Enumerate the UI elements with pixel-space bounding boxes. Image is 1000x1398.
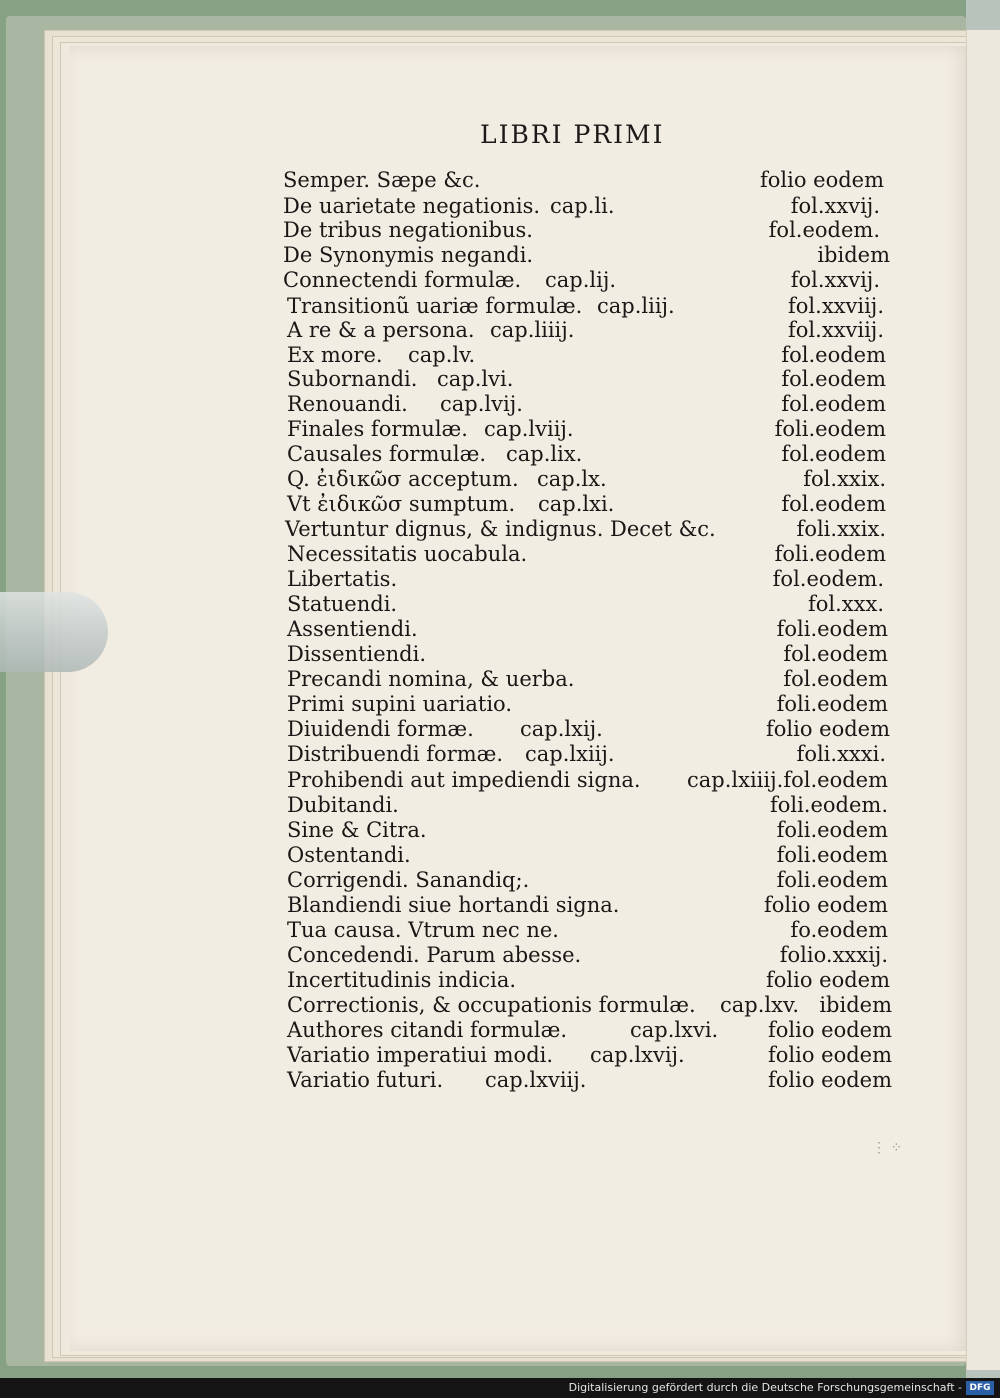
entry-title: Prohibendi aut impediendi signa. (287, 768, 641, 792)
entry-folio: foli.eodem. (769, 793, 888, 817)
toc-entry (283, 567, 884, 593)
entry-folio: foli.eodem (776, 617, 888, 641)
toc-entry (283, 268, 880, 294)
toc-entry (283, 343, 886, 369)
entry-chapter: cap.lxviij. (485, 1068, 587, 1092)
toc-entry (283, 717, 890, 743)
entry-chapter: cap.lx. (537, 467, 607, 491)
toc-entry (283, 617, 888, 643)
entry-title: Necessitatis uocabula. (287, 542, 528, 566)
entry-chapter: cap.lxij. (520, 717, 603, 741)
entry-folio: fol.xxix. (803, 467, 886, 491)
entry-title: Primi supini uariatio. (287, 692, 512, 716)
entry-title: Tua causa. Vtrum nec ne. (287, 918, 559, 942)
entry-chapter: cap.lxv. (720, 993, 800, 1017)
toc-entry (283, 168, 884, 194)
entry-title: Dissentiendi. (287, 642, 427, 666)
entry-title: De uarietate negationis. (283, 194, 541, 218)
entry-chapter: cap.liij. (597, 294, 675, 318)
entry-folio: foli.eodem (776, 692, 888, 716)
entry-title: Precandi nomina, & uerba. (287, 667, 575, 691)
entry-title: De tribus negationibus. (283, 218, 533, 242)
entry-folio: ibidem (817, 243, 890, 267)
entry-folio: folio eodem (765, 968, 890, 992)
toc-entry (283, 492, 886, 518)
entry-title: Causales formulæ. (287, 442, 487, 466)
entry-chapter: cap.lxiiij. (687, 768, 784, 792)
entry-folio: fo.eodem (790, 918, 888, 942)
toc-entry (283, 243, 890, 269)
entry-folio: fol.xxviij. (788, 318, 884, 342)
toc-entry (283, 918, 888, 944)
toc-entry (283, 642, 888, 668)
entry-folio: folio eodem (765, 717, 890, 741)
toc-entry (283, 194, 880, 220)
entry-folio: foli.eodem (776, 868, 888, 892)
funding-credit: Digitalisierung gefördert durch die Deutsche Forschungsgemeinschaft - (568, 1381, 962, 1394)
toc-entry (283, 868, 888, 894)
entry-folio: fol.eodem (783, 667, 888, 691)
entry-folio: fol.eodem (781, 492, 886, 516)
entry-chapter: cap.lxvi. (630, 1018, 719, 1042)
entry-title: Corrigendi. Sanandiq;. (287, 868, 530, 892)
toc-entry (283, 742, 886, 768)
entry-chapter: cap.lxvij. (590, 1043, 685, 1067)
entry-folio: folio eodem (767, 1043, 892, 1067)
toc-entry (283, 1018, 892, 1044)
entry-chapter: cap.li. (550, 194, 615, 218)
entry-title: Variatio futuri. (287, 1068, 444, 1092)
entry-folio: fol.eodem (781, 392, 886, 416)
entry-folio: foli.eodem (774, 417, 886, 441)
toc-entry (283, 467, 886, 493)
entry-title: Sine & Citra. (287, 818, 427, 842)
toc-entry (283, 843, 888, 869)
entry-folio: foli.xxix. (796, 517, 886, 541)
toc-entry (283, 592, 884, 618)
entry-title: Transitionũ uariæ formulæ. (287, 294, 583, 318)
entry-folio: folio eodem (767, 1018, 892, 1042)
entry-title: Authores citandi formulæ. (287, 1018, 568, 1042)
toc-entry (283, 968, 890, 994)
entry-folio: foli.eodem (774, 542, 886, 566)
toc-entry (283, 1043, 892, 1069)
dfg-logo-icon: DFG (966, 1381, 994, 1395)
entry-folio: fol.eodem (783, 642, 888, 666)
entry-chapter: cap.lix. (506, 442, 583, 466)
entry-chapter: cap.lij. (545, 268, 617, 292)
entry-title: Renouandi. (287, 392, 408, 416)
entry-title: Correctionis, & occupationis formulæ. (287, 993, 696, 1017)
toc-entry (283, 442, 886, 468)
entry-chapter: cap.lvij. (440, 392, 523, 416)
entry-folio: foli.eodem (776, 843, 888, 867)
entry-folio: fol.xxvij. (790, 268, 880, 292)
entry-folio: foli.xxxi. (796, 742, 886, 766)
entry-title: Blandiendi siue hortandi signa. (287, 893, 620, 917)
toc-entry (283, 218, 880, 244)
entry-title: Vertuntur dignus, & indignus. Decet &c. (285, 517, 716, 541)
entry-title: Incertitudinis indicia. (287, 968, 517, 992)
entry-title: Finales formulæ. (287, 417, 468, 441)
entry-title: Subornandi. (287, 367, 418, 391)
entry-folio: fol.eodem. (772, 567, 884, 591)
entry-title: Libertatis. (287, 567, 398, 591)
toc-entry (283, 318, 884, 344)
entry-title: Vt ἐιδικῶσ sumptum. (287, 492, 516, 516)
toc-entry (283, 367, 886, 393)
toc-entry (283, 417, 886, 443)
entry-title: A re & a persona. (287, 318, 475, 342)
toc-entry (283, 517, 886, 543)
footer-bar (0, 1378, 1000, 1398)
entry-chapter: cap.liiij. (490, 318, 575, 342)
running-header: LIBRI PRIMI (480, 120, 665, 149)
entry-title: Ex more. (287, 343, 383, 367)
entry-folio: folio.xxxij. (779, 943, 888, 967)
entry-folio: fol.xxx. (807, 592, 884, 616)
entry-folio: fol.xxvij. (790, 194, 880, 218)
entry-chapter: cap.lviij. (484, 417, 574, 441)
entry-folio: ibidem (819, 993, 892, 1017)
entry-title: Semper. Sæpe &c. (283, 168, 481, 192)
entry-title: Concedendi. Parum abesse. (287, 943, 582, 967)
entry-folio: fol.eodem (781, 367, 886, 391)
toc-entry (283, 793, 888, 819)
toc-entry (283, 818, 888, 844)
entry-folio: fol.eodem. (768, 218, 880, 242)
entry-title: Dubitandi. (287, 793, 399, 817)
toc-entry (283, 993, 892, 1019)
entry-title: De Synonymis negandi. (283, 243, 534, 267)
entry-title: Q. ἐιδικῶσ acceptum. (287, 467, 519, 491)
entry-title: Assentiendi. (287, 617, 418, 641)
entry-title: Variatio imperatiui modi. (287, 1043, 554, 1067)
entry-folio: folio eodem (763, 893, 888, 917)
toc-entry (283, 542, 886, 568)
entry-folio: foli.eodem (776, 818, 888, 842)
entry-title: Diuidendi formæ. (287, 717, 474, 741)
entry-folio: fol.eodem (781, 343, 886, 367)
toc-entry (283, 294, 884, 320)
toc-entry (283, 392, 886, 418)
toc-entry (283, 768, 888, 794)
entry-title: Ostentandi. (287, 843, 411, 867)
toc-entry (283, 692, 888, 718)
entry-folio: folio eodem (767, 1068, 892, 1092)
entry-folio: fol.eodem (781, 442, 886, 466)
toc-entry (283, 667, 888, 693)
toc-entry (283, 893, 888, 919)
toc-entry (283, 1068, 892, 1094)
entry-chapter: cap.lvi. (437, 367, 514, 391)
entry-title: Statuendi. (287, 592, 398, 616)
toc-entry (283, 943, 888, 969)
entry-folio: fol.xxviij. (788, 294, 884, 318)
ink-specks: ⋮ ⁘ (872, 1140, 903, 1156)
entry-folio: fol.eodem (783, 768, 888, 792)
entry-folio: folio eodem (759, 168, 884, 192)
entry-title: Distribuendi formæ. (287, 742, 504, 766)
entry-title: Connectendi formulæ. (283, 268, 522, 292)
entry-chapter: cap.lxiij. (525, 742, 615, 766)
entry-chapter: cap.lv. (408, 343, 476, 367)
entry-chapter: cap.lxi. (538, 492, 615, 516)
